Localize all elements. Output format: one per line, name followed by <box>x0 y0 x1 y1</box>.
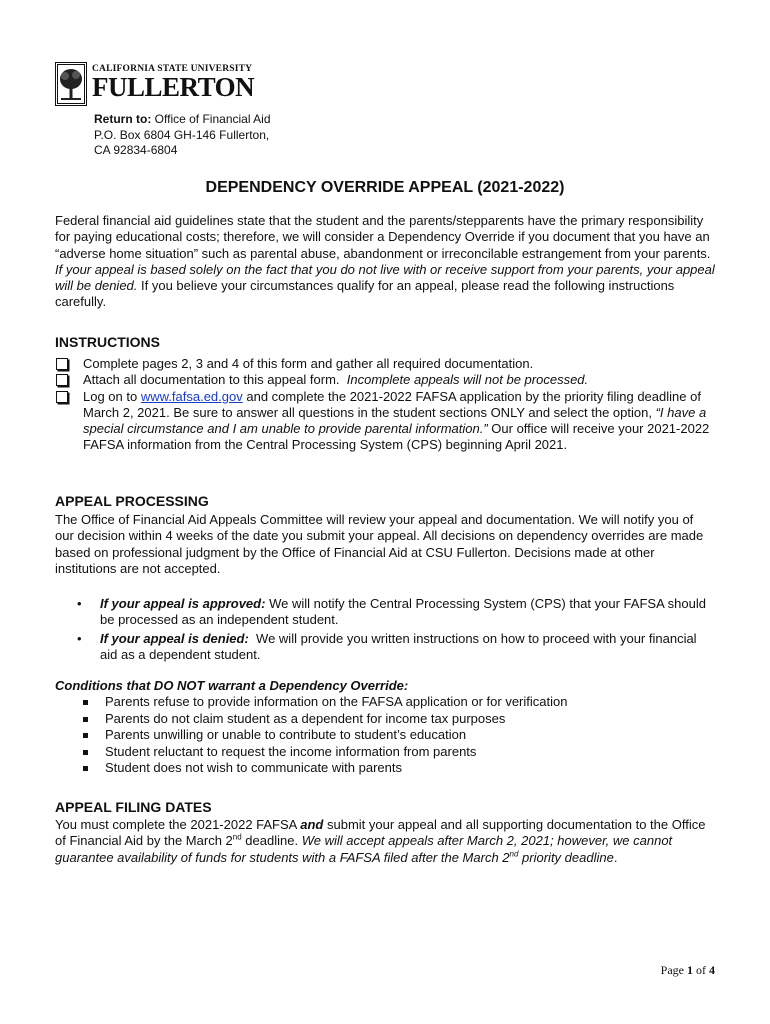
decision-list <box>75 596 715 665</box>
square-bullet-icon <box>83 733 88 738</box>
filing-period: . <box>613 849 618 865</box>
intro-warning: If your appeal is based solely on the fact that you do not live with or receive support from your parents, your appeal will be denied. <box>55 261 715 294</box>
instruction-option-3: “I have a special circumstance and I am unable to provide parental information.” <box>83 404 707 437</box>
filing-text-1: You must complete the 2021-2022 FAFSA <box>55 817 297 832</box>
return-label: Return to: <box>94 112 152 126</box>
instructions-checklist <box>55 356 715 454</box>
checkbox-icon[interactable] <box>56 374 68 386</box>
page-total: 4 <box>709 963 715 977</box>
instruction-text-3: and complete the 2021-2022 FAFSA application by the priority filing deadline of March 2, 2021. Be sure to answer all questions in the student sections ONLY and select the option, <box>83 388 701 420</box>
conditions-heading: Conditions that DO NOT warrant a Dependency Override: <box>55 678 409 693</box>
instructions-heading: INSTRUCTIONS <box>55 334 160 350</box>
approved-text: We will notify the Central Processing System (CPS) that your FAFSA should be processed as an independent student. <box>100 596 706 628</box>
square-bullet-icon <box>83 717 88 722</box>
return-address <box>94 112 271 159</box>
fafsa-link[interactable]: www.fafsa.ed.gov <box>140 388 243 404</box>
square-bullet-icon <box>83 750 88 755</box>
return-zip: CA 92834-6804 <box>94 143 178 157</box>
square-bullet-icon <box>83 766 88 771</box>
condition-text: Student reluctant to request the income information from parents <box>105 743 477 759</box>
filing-text-3: deadline. <box>245 833 299 849</box>
instruction-text-2: Attach all documentation to this appeal form. <box>83 372 340 388</box>
decision-approved <box>75 596 715 629</box>
instruction-tail-3: Our office will receive your 2021-2022 FAFSA information from the Central Processing System (CPS) beginning April 2021. <box>83 421 710 453</box>
return-office: Office of Financial Aid <box>154 112 271 126</box>
intro-tail: If you believe your circumstances qualify for an appeal, please read the following instructions carefully. <box>55 278 675 310</box>
instruction-item-2 <box>55 372 715 388</box>
filing-sup-1: nd <box>232 832 242 842</box>
filing-heading: APPEAL FILING DATES <box>55 799 212 815</box>
list-item <box>80 744 720 761</box>
condition-text: Parents do not claim student as a dependent for income tax purposes <box>105 710 506 726</box>
filing-text-2: submit your appeal and all supporting documentation to the Office of Financial Aid by the March 2 <box>55 817 706 849</box>
page-current: 1 <box>687 963 693 977</box>
condition-text: Student does not wish to communicate with parents <box>105 760 402 775</box>
tree-seal-icon <box>55 62 87 106</box>
denied-label: If your appeal is denied: <box>100 630 249 646</box>
filing-and: and <box>300 817 324 832</box>
processing-paragraph: The Office of Financial Aid Appeals Committee will review your appeal and documentation. We will notify you of our decision within 4 weeks of the date you submit your appeal. All decisions on dependency overrides are made based on professional judgment by the Office of Financial Aid at CSU Fullerton. Decisions made at other institutions are not accepted. <box>55 512 704 576</box>
instruction-pre-3: Log on to <box>83 388 138 404</box>
filing-italic-2: priority deadline <box>522 849 614 865</box>
filing-italic-1: We will accept appeals after March 2, 2021; however, we cannot guarantee availability of funds for students with a FAFSA filed after the March 2 <box>55 833 673 865</box>
page-of: of <box>696 963 706 977</box>
list-item <box>80 694 720 711</box>
instruction-warning-2: Incomplete appeals will not be processed. <box>346 372 589 388</box>
decision-denied <box>75 631 715 664</box>
instruction-item-1 <box>55 356 715 372</box>
bullet-icon: • <box>77 630 82 646</box>
intro-paragraph <box>55 213 715 311</box>
approved-label: If your appeal is approved: <box>100 596 266 611</box>
list-item <box>80 711 720 728</box>
university-name: CALIFORNIA STATE UNIVERSITY <box>92 64 253 74</box>
intro-text: Federal financial aid guidelines state that the student and the parents/stepparents have the primary responsibility for paying educational costs; therefore, we will consider a Dependency Override if you document that you have an “adverse home situation” such as parental abuse, abandonment or irreconcilable estrangement from your parents. <box>55 213 711 261</box>
checkbox-icon[interactable] <box>56 358 68 370</box>
denied-text: We will provide you written instructions on how to proceed with your financial aid as a dependent student. <box>100 630 697 662</box>
conditions-list <box>80 694 720 777</box>
condition-text: Parents unwilling or unable to contribute to student’s education <box>105 727 467 742</box>
square-bullet-icon <box>83 700 88 705</box>
university-logo <box>55 62 254 106</box>
list-item <box>80 760 720 777</box>
instruction-item-3 <box>55 389 715 454</box>
page-number <box>661 963 715 978</box>
page-title: DEPENDENCY OVERRIDE APPEAL (2021-2022) <box>205 179 565 196</box>
return-po-box: P.O. Box 6804 GH-146 Fullerton, <box>94 127 270 142</box>
instruction-text-1: Complete pages 2, 3 and 4 of this form and gather all required documentation. <box>83 356 534 371</box>
checkbox-icon[interactable] <box>56 391 68 403</box>
list-item <box>80 727 720 744</box>
filing-paragraph <box>55 817 715 866</box>
condition-text: Parents refuse to provide information on the FAFSA application or for verification <box>105 694 568 709</box>
page-word: Page <box>660 963 684 977</box>
bullet-icon: • <box>77 596 82 611</box>
processing-heading: APPEAL PROCESSING <box>55 493 209 509</box>
campus-name: FULLERTON <box>92 72 255 102</box>
filing-sup-2: nd <box>509 849 519 859</box>
